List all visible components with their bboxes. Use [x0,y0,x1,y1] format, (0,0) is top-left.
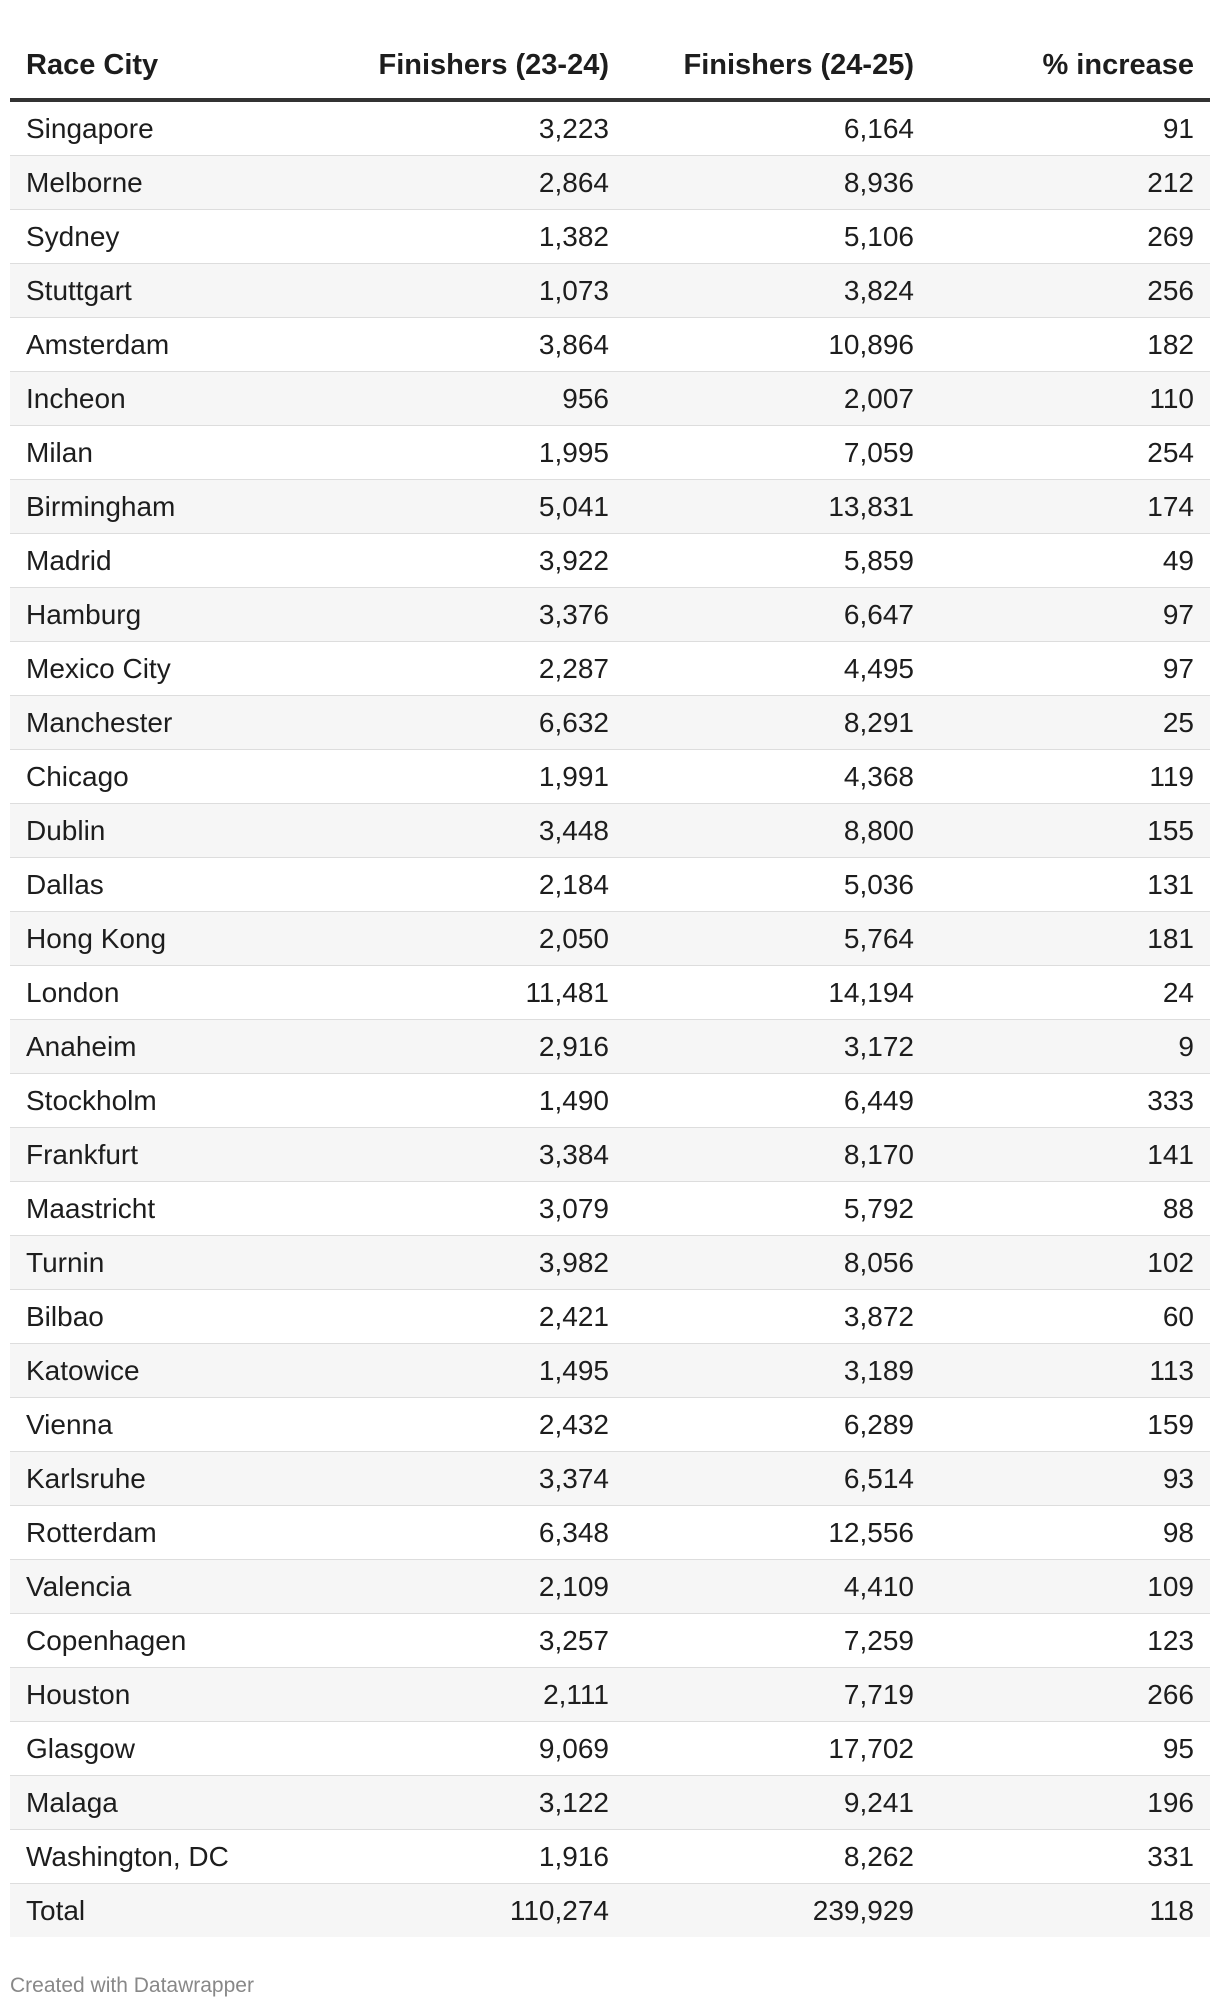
column-header-finishers-24-25[interactable]: Finishers (24-25) [625,32,930,100]
table-body [10,100,1210,1937]
table-row [10,696,1210,750]
cell-race-city: Katowice [10,1344,310,1398]
cell-finishers-23-24: 2,916 [310,1020,625,1074]
cell-race-city: Chicago [10,750,310,804]
cell-percent-increase: 141 [930,1128,1210,1182]
cell-finishers-24-25: 8,056 [625,1236,930,1290]
cell-percent-increase: 95 [930,1722,1210,1776]
table-row [10,1722,1210,1776]
cell-race-city: Turnin [10,1236,310,1290]
cell-finishers-23-24: 1,490 [310,1074,625,1128]
cell-race-city: Copenhagen [10,1614,310,1668]
cell-finishers-23-24: 2,050 [310,912,625,966]
table-row [10,264,1210,318]
cell-finishers-24-25: 5,036 [625,858,930,912]
cell-race-city: Melborne [10,156,310,210]
table-row [10,1020,1210,1074]
cell-finishers-23-24: 2,184 [310,858,625,912]
cell-finishers-24-25: 7,059 [625,426,930,480]
cell-finishers-23-24: 956 [310,372,625,426]
table-row [10,750,1210,804]
cell-percent-increase: 24 [930,966,1210,1020]
cell-finishers-23-24: 2,421 [310,1290,625,1344]
cell-finishers-24-25: 17,702 [625,1722,930,1776]
cell-percent-increase: 93 [930,1452,1210,1506]
table-row [10,1074,1210,1128]
cell-finishers-23-24: 3,384 [310,1128,625,1182]
cell-race-city: Total [10,1884,310,1938]
table-row [10,318,1210,372]
cell-percent-increase: 123 [930,1614,1210,1668]
table-row [10,642,1210,696]
cell-race-city: Hong Kong [10,912,310,966]
table-row [10,372,1210,426]
table-row [10,1776,1210,1830]
cell-percent-increase: 159 [930,1398,1210,1452]
cell-finishers-24-25: 6,164 [625,100,930,156]
cell-percent-increase: 98 [930,1506,1210,1560]
cell-percent-increase: 91 [930,100,1210,156]
cell-race-city: Milan [10,426,310,480]
cell-finishers-24-25: 14,194 [625,966,930,1020]
cell-finishers-24-25: 6,449 [625,1074,930,1128]
cell-finishers-23-24: 1,495 [310,1344,625,1398]
cell-finishers-24-25: 239,929 [625,1884,930,1938]
cell-finishers-23-24: 1,382 [310,210,625,264]
cell-finishers-24-25: 6,647 [625,588,930,642]
table-row [10,480,1210,534]
cell-finishers-23-24: 3,223 [310,100,625,156]
cell-finishers-23-24: 2,432 [310,1398,625,1452]
cell-finishers-23-24: 11,481 [310,966,625,1020]
cell-percent-increase: 333 [930,1074,1210,1128]
cell-finishers-24-25: 12,556 [625,1506,930,1560]
table-row [10,1290,1210,1344]
cell-race-city: Madrid [10,534,310,588]
cell-finishers-24-25: 8,170 [625,1128,930,1182]
cell-percent-increase: 25 [930,696,1210,750]
cell-finishers-23-24: 3,257 [310,1614,625,1668]
table-row [10,1236,1210,1290]
cell-finishers-23-24: 3,448 [310,804,625,858]
cell-race-city: Glasgow [10,1722,310,1776]
cell-percent-increase: 212 [930,156,1210,210]
table-row [10,1614,1210,1668]
cell-finishers-24-25: 13,831 [625,480,930,534]
table-row [10,858,1210,912]
table-row [10,966,1210,1020]
table-row [10,1398,1210,1452]
cell-race-city: Birmingham [10,480,310,534]
table-row [10,210,1210,264]
cell-finishers-24-25: 3,189 [625,1344,930,1398]
cell-finishers-24-25: 4,410 [625,1560,930,1614]
cell-finishers-24-25: 5,106 [625,210,930,264]
cell-race-city: Dublin [10,804,310,858]
cell-percent-increase: 155 [930,804,1210,858]
table-row [10,156,1210,210]
cell-finishers-23-24: 5,041 [310,480,625,534]
cell-percent-increase: 49 [930,534,1210,588]
cell-race-city: Maastricht [10,1182,310,1236]
cell-finishers-24-25: 9,241 [625,1776,930,1830]
table-row [10,804,1210,858]
cell-percent-increase: 113 [930,1344,1210,1398]
table-row [10,1452,1210,1506]
table-row [10,100,1210,156]
cell-race-city: Washington, DC [10,1830,310,1884]
cell-finishers-24-25: 6,289 [625,1398,930,1452]
cell-finishers-23-24: 110,274 [310,1884,625,1938]
cell-finishers-23-24: 1,073 [310,264,625,318]
cell-finishers-24-25: 8,936 [625,156,930,210]
cell-race-city: Incheon [10,372,310,426]
cell-percent-increase: 102 [930,1236,1210,1290]
column-header-finishers-23-24[interactable]: Finishers (23-24) [310,32,625,100]
cell-finishers-24-25: 8,262 [625,1830,930,1884]
cell-race-city: Karlsruhe [10,1452,310,1506]
cell-finishers-24-25: 3,824 [625,264,930,318]
cell-finishers-23-24: 3,982 [310,1236,625,1290]
cell-finishers-24-25: 5,792 [625,1182,930,1236]
cell-race-city: Houston [10,1668,310,1722]
datawrapper-credit: Created with Datawrapper [10,1974,254,1997]
cell-finishers-23-24: 6,632 [310,696,625,750]
cell-finishers-23-24: 2,287 [310,642,625,696]
cell-finishers-24-25: 10,896 [625,318,930,372]
cell-race-city: Dallas [10,858,310,912]
cell-race-city: Anaheim [10,1020,310,1074]
cell-finishers-23-24: 3,122 [310,1776,625,1830]
cell-percent-increase: 60 [930,1290,1210,1344]
cell-finishers-23-24: 3,374 [310,1452,625,1506]
cell-percent-increase: 254 [930,426,1210,480]
cell-race-city: Valencia [10,1560,310,1614]
cell-finishers-24-25: 7,259 [625,1614,930,1668]
header-row [10,32,1210,100]
cell-percent-increase: 196 [930,1776,1210,1830]
cell-finishers-24-25: 3,872 [625,1290,930,1344]
cell-race-city: Bilbao [10,1290,310,1344]
cell-race-city: Malaga [10,1776,310,1830]
cell-finishers-24-25: 2,007 [625,372,930,426]
table-row [10,588,1210,642]
cell-percent-increase: 119 [930,750,1210,804]
cell-finishers-24-25: 4,368 [625,750,930,804]
cell-percent-increase: 88 [930,1182,1210,1236]
cell-race-city: Rotterdam [10,1506,310,1560]
cell-percent-increase: 256 [930,264,1210,318]
cell-finishers-23-24: 3,922 [310,534,625,588]
cell-finishers-24-25: 8,291 [625,696,930,750]
cell-percent-increase: 97 [930,642,1210,696]
cell-race-city: Hamburg [10,588,310,642]
cell-finishers-23-24: 1,916 [310,1830,625,1884]
cell-finishers-23-24: 2,109 [310,1560,625,1614]
cell-finishers-24-25: 5,859 [625,534,930,588]
table-row [10,1668,1210,1722]
cell-percent-increase: 269 [930,210,1210,264]
cell-finishers-23-24: 2,111 [310,1668,625,1722]
table-row [10,912,1210,966]
cell-race-city: Sydney [10,210,310,264]
cell-race-city: Stockholm [10,1074,310,1128]
cell-finishers-24-25: 5,764 [625,912,930,966]
cell-percent-increase: 174 [930,480,1210,534]
table-row [10,1128,1210,1182]
finishers-table [10,32,1210,1937]
cell-race-city: Manchester [10,696,310,750]
cell-finishers-23-24: 6,348 [310,1506,625,1560]
cell-finishers-24-25: 3,172 [625,1020,930,1074]
cell-finishers-23-24: 3,376 [310,588,625,642]
cell-finishers-23-24: 1,995 [310,426,625,480]
cell-percent-increase: 97 [930,588,1210,642]
table-header [10,32,1210,100]
table-row [10,1344,1210,1398]
table-row [10,1182,1210,1236]
cell-finishers-23-24: 1,991 [310,750,625,804]
cell-percent-increase: 118 [930,1884,1210,1938]
cell-percent-increase: 182 [930,318,1210,372]
cell-percent-increase: 331 [930,1830,1210,1884]
table-row [10,426,1210,480]
cell-race-city: Singapore [10,100,310,156]
cell-percent-increase: 109 [930,1560,1210,1614]
cell-percent-increase: 9 [930,1020,1210,1074]
cell-percent-increase: 266 [930,1668,1210,1722]
cell-finishers-23-24: 9,069 [310,1722,625,1776]
table-row [10,1506,1210,1560]
cell-finishers-24-25: 4,495 [625,642,930,696]
cell-race-city: London [10,966,310,1020]
cell-race-city: Frankfurt [10,1128,310,1182]
cell-race-city: Stuttgart [10,264,310,318]
cell-finishers-24-25: 6,514 [625,1452,930,1506]
cell-finishers-24-25: 8,800 [625,804,930,858]
table-row [10,534,1210,588]
cell-finishers-23-24: 2,864 [310,156,625,210]
column-header-percent-increase[interactable]: % increase [930,32,1210,100]
column-header-race-city[interactable]: Race City [10,32,310,100]
cell-finishers-23-24: 3,864 [310,318,625,372]
table-row [10,1560,1210,1614]
cell-percent-increase: 181 [930,912,1210,966]
table-total-row [10,1884,1210,1938]
cell-percent-increase: 110 [930,372,1210,426]
cell-race-city: Vienna [10,1398,310,1452]
table-row [10,1830,1210,1884]
cell-percent-increase: 131 [930,858,1210,912]
cell-race-city: Mexico City [10,642,310,696]
cell-finishers-24-25: 7,719 [625,1668,930,1722]
cell-finishers-23-24: 3,079 [310,1182,625,1236]
cell-race-city: Amsterdam [10,318,310,372]
